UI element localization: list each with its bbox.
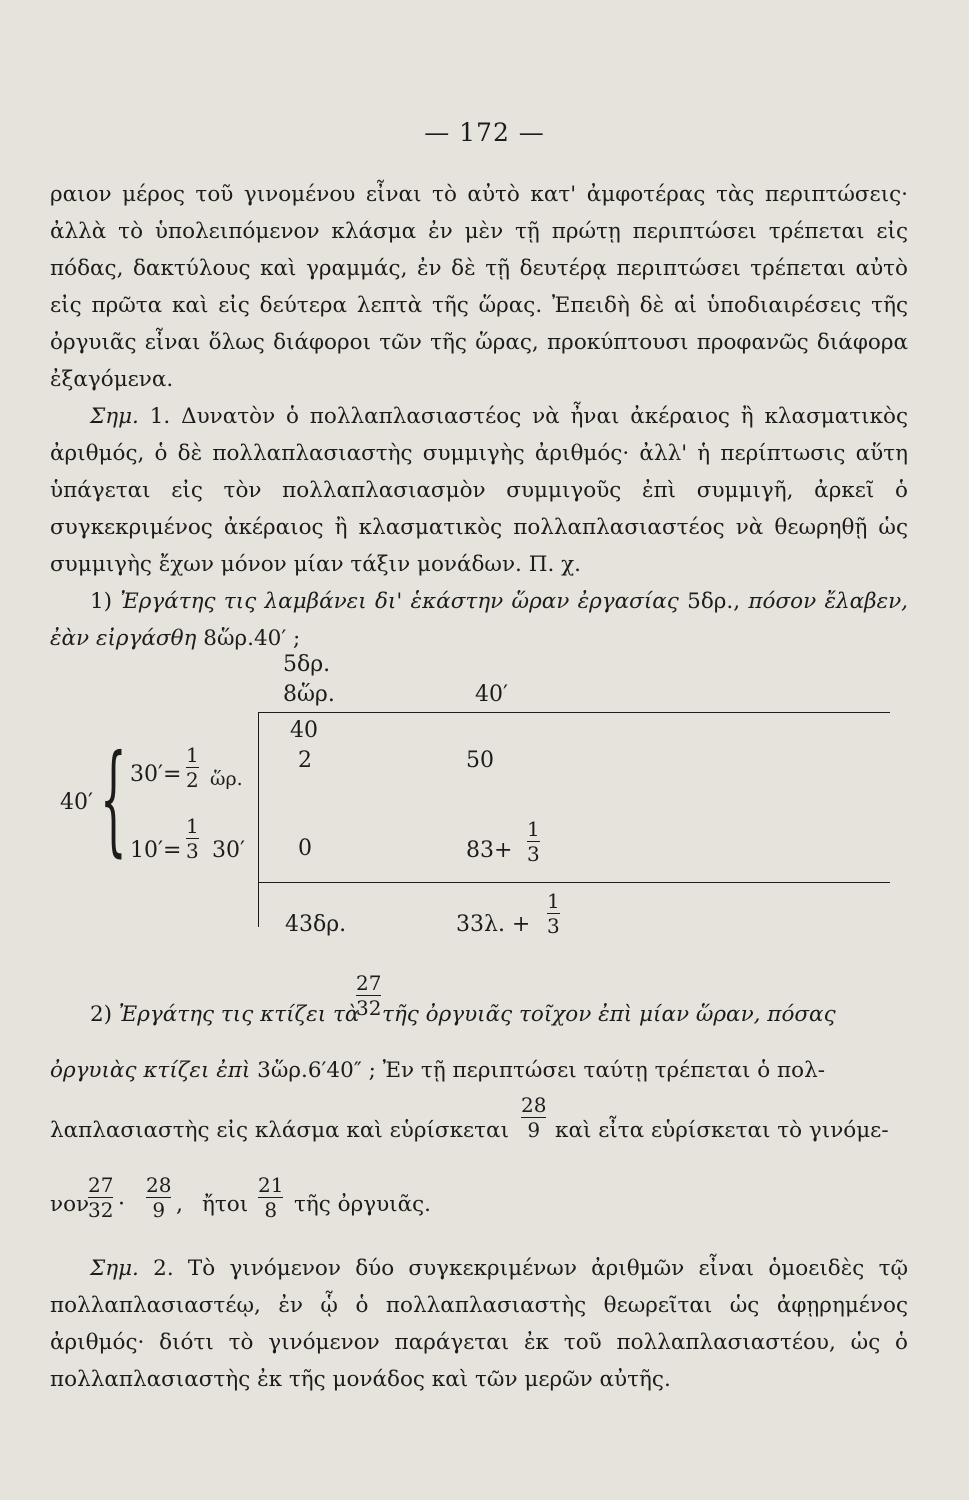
calc-multiplier-hours: 8ὥρ. [283, 682, 335, 707]
calc-row1-unit: ὥρ. [210, 768, 243, 790]
example-1-hours: 8ὥρ.40′ ; [196, 626, 301, 651]
example-2-text-4: 3ὥρ.6′40″ ; Ἐν τῇ περιπτώσει ταύτῃ τρέπεται ὁ πολ- [250, 1058, 825, 1083]
example-2-hitoi: ἤτοι [202, 1192, 249, 1217]
example-2-line-1 [90, 1002, 359, 1027]
fraction-numerator: 1 [186, 743, 199, 767]
brace-icon: { [100, 730, 127, 869]
example-2-fraction-28-9b [146, 1174, 171, 1221]
example-2-text-3: ὀργυιὰς κτίζει ἐπὶ [50, 1058, 251, 1083]
example-1-number: 1) [90, 589, 121, 614]
calc-col-b-fraction [527, 818, 540, 865]
fraction-numerator: 28 [521, 1093, 547, 1117]
example-1 [50, 583, 908, 657]
example-2-dot: · [118, 1192, 125, 1217]
calc-rule-vertical [258, 712, 259, 927]
fraction-numerator: 1 [527, 817, 540, 841]
fraction-denominator: 9 [152, 1198, 166, 1222]
note-1 [50, 398, 908, 583]
fraction-denominator: 3 [547, 914, 560, 938]
fraction-numerator: 21 [258, 1173, 284, 1197]
fraction-numerator: 1 [186, 814, 199, 838]
fraction-denominator: 32 [88, 1198, 114, 1222]
fraction-denominator: 32 [356, 996, 382, 1020]
note-2-label: Σημ. [90, 1256, 139, 1281]
calc-row1-fraction [186, 744, 199, 791]
note-1-label: Σημ. [90, 404, 139, 429]
page-number: — 172 — [424, 118, 545, 147]
example-2-fraction [356, 972, 381, 1019]
fraction-denominator: 9 [527, 1118, 541, 1142]
example-2-line-2 [50, 1058, 825, 1083]
note-2 [50, 1250, 908, 1398]
fraction-denominator: 2 [186, 768, 199, 792]
calc-rule-bottom [258, 882, 890, 883]
example-1-question-2: πόσον ἔλαβεν, ἐὰν εἰργάσθη [50, 589, 909, 651]
calc-row2-left: 10′= [130, 838, 182, 863]
paragraph-intro: ραιον μέρος τοῦ γινομένου εἶναι τὸ αὐτὸ κατ' ἀμφοτέρας τὰς περιπτώσεις· ἀλλὰ τὸ ὑπολειπόμενον κλάσμα ἐν μὲν τῇ πρώτῃ περιπτώσει τρέπεται εἰς πόδας, δακτύλους καὶ γραμμάς, ἐν δὲ τῇ δευτέρᾳ περιπτώσει τρέπεται αὐτὸ εἰς πρῶτα καὶ εἰς δεύτερα λεπτὰ τῆς ὥρας. Ἐπειδὴ δὲ αἱ ὑποδιαιρέσεις τῆς ὀργυιᾶς εἶναι ὅλως διάφοροι τῶν τῆς ὥρας, προκύπτουσι προφανῶς διάφορα ἐξαγόμενα. [50, 182, 908, 392]
calc-multiplier-minutes: 40′ [475, 682, 508, 707]
example-2-number: 2) [90, 1002, 119, 1027]
example-2-text-2: τῆς ὀργυιᾶς τοῖχον ἐπὶ μίαν ὥραν, πόσας [382, 1002, 836, 1027]
calc-col-a-1: 40 [290, 718, 318, 743]
example-2-line-4a: νον [50, 1192, 90, 1217]
fraction-denominator: 8 [264, 1198, 278, 1222]
calc-result-drachmas: 43δρ. [285, 912, 347, 937]
calc-result-lepta: 33λ. + [456, 912, 531, 937]
example-1-question: Ἐργάτης τις λαμβάνει δι' ἑκάστην ὥραν ἐργασίας [120, 589, 679, 614]
example-2-text-1: Ἐργάτης τις κτίζει τὰ [118, 1002, 360, 1027]
note-2-text: 2. Τὸ γινόμενον δύο συγκεκριμένων ἀριθμῶν εἶναι ὁμοειδὲς τῷ πολλαπλασιαστέῳ, ἐν ᾧ ὁ πολλαπλασιαστὴς θεωρεῖται ὡς ἀφῃρημένος ἀριθμός· διότι τὸ γινόμενον παράγεται ἐκ τοῦ πολλαπλασιαστέου, ὡς ὁ πολλαπλασιαστὴς ἐκ τῆς μονάδος καὶ τῶν μερῶν αὐτῆς. [50, 1256, 908, 1392]
calc-col-b-1: 50 [466, 748, 494, 773]
calc-col-a-3: 0 [298, 836, 312, 861]
example-2-comma: , [176, 1192, 183, 1217]
fraction-numerator: 1 [547, 889, 560, 913]
example-2-fraction-27-32 [88, 1174, 113, 1221]
calc-col-b-2: 83+ [466, 838, 513, 863]
calc-multiplicand: 5δρ. [283, 652, 331, 677]
example-2-line-3b: καὶ εἶτα εὑρίσκεται τὸ γινόμε- [555, 1118, 889, 1143]
calc-row1-left: 30′= [130, 762, 182, 787]
example-2-line-3a: λαπλασιαστὴς εἰς κλάσμα καὶ εὑρίσκεται [50, 1118, 509, 1143]
fraction-denominator: 3 [527, 842, 540, 866]
calc-rule-top [258, 712, 890, 713]
calc-row2-unit: 30′ [212, 838, 245, 863]
fraction-denominator: 3 [186, 839, 199, 863]
fraction-numerator: 27 [356, 971, 382, 995]
calc-result-fraction [547, 890, 560, 937]
calc-row2-fraction [186, 815, 199, 862]
note-1-text: 1. Δυνατὸν ὁ πολλαπλασιαστέος νὰ ἦναι ἀκέραιος ἢ κλασματικὸς ἀριθμός, ὁ δὲ πολλαπλασιαστὴς συμμιγὴς ἀριθμός· ἀλλ' ἡ περίπτωσις αὕτη ὑπάγεται εἰς τὸν πολλαπλασιασμὸν συμμιγοῦς ἐπὶ συμμιγῆ, ἀρκεῖ ὁ συγκεκριμένος ἀκέραιος ἢ κλασματικὸς πολλαπλασιαστέος νὰ θεωρηθῇ ὡς συμμιγὴς ἔχων μόνον μίαν τάξιν μονάδων. Π. χ. [50, 404, 908, 577]
calc-col-a-2: 2 [298, 748, 312, 773]
calc-left-total: 40′ [60, 790, 93, 815]
example-2-fraction-28-9 [521, 1094, 546, 1141]
fraction-numerator: 28 [146, 1173, 172, 1197]
example-2-line-4-end: τῆς ὀργυιᾶς. [294, 1192, 431, 1217]
example-1-value: 5δρ., [678, 589, 749, 614]
fraction-numerator: 27 [88, 1173, 114, 1197]
example-2-fraction-21-8 [258, 1174, 283, 1221]
